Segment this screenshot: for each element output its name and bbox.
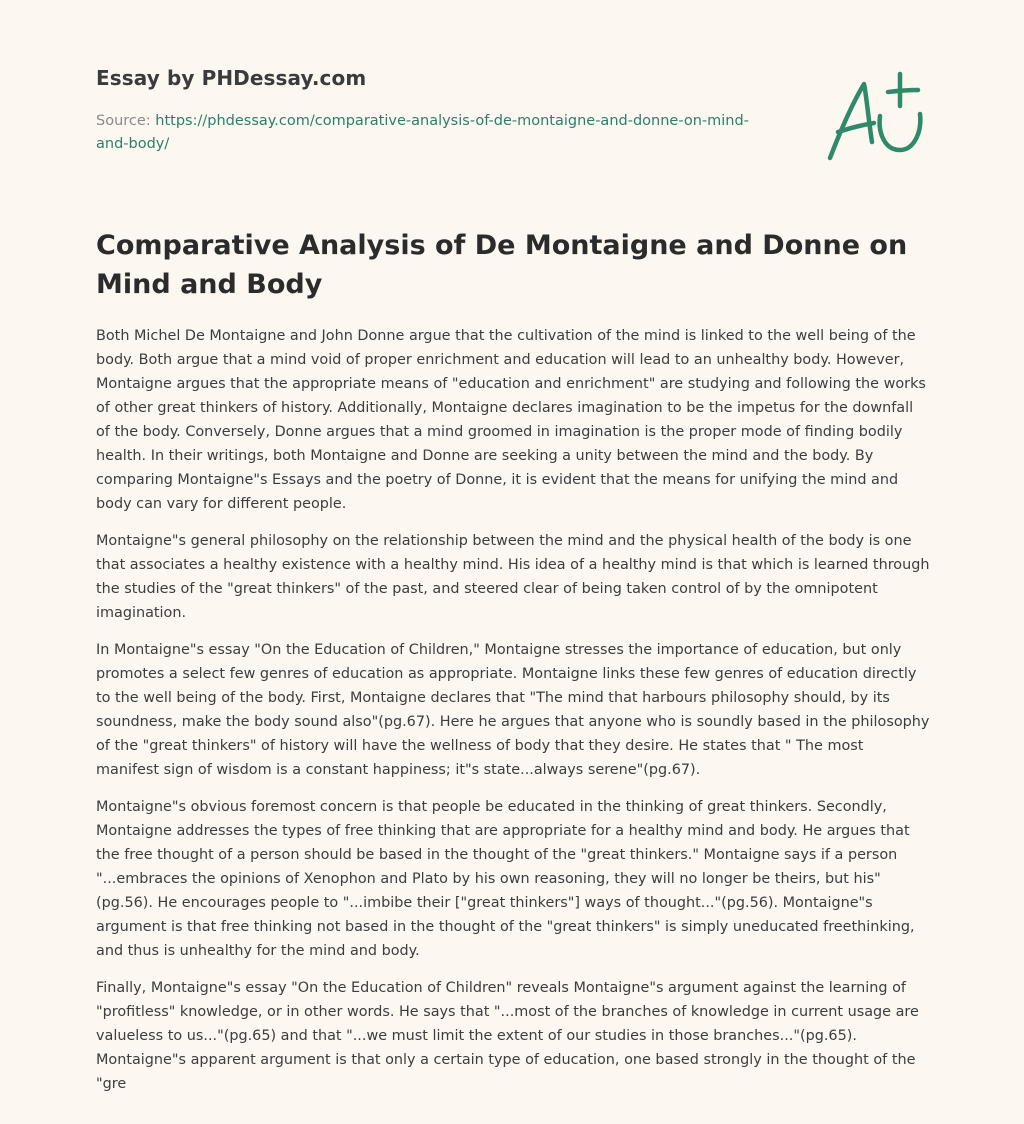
a-plus-grade-logo-icon	[822, 70, 926, 164]
source-label: Source:	[96, 113, 156, 129]
essay-body	[96, 324, 930, 1109]
source-line	[96, 110, 756, 156]
essay-paragraph: Finally, Montaigne"s essay "On the Education of Children" reveals Montaigne"s argument against the learning of "profitless" knowledge, or in other words. He says that "...most of the branches of knowledge in current usage are valueless to us..."(pg.65) and that "...we must limit the extent of our studies in those branches..."(pg.65). Montaigne"s apparent argument is that only a certain type of education, one based strongly in the thought of the "gre	[96, 980, 919, 1092]
essay-paragraph: Montaigne"s general philosophy on the relationship between the mind and the physical health of the body is one that associates a healthy existence with a healthy mind. His idea of a healthy mind is that which is learned through the studies of the "great thinkers" of the past, and steered clear of being taken control of by the omnipotent imagination.	[96, 533, 930, 621]
essay-paragraph: Both Michel De Montaigne and John Donne argue that the cultivation of the mind is linked to the well being of the body. Both argue that a mind void of proper enrichment and education will lead to an unhealthy body. However, Montaigne argues that the appropriate means of "education and enrichment" are studying and following the works of other great thinkers of history. Additionally, Montaigne declares imagination to be the impetus for the downfall of the body. Conversely, Donne argues that a mind groomed in imagination is the proper mode of finding bodily health. In their writings, both Montaigne and Donne are seeking a unity between the mind and the body. By comparing Montaigne"s Essays and the poetry of Donne, it is evident that the means for unifying the mind and body can vary for different people.	[96, 328, 926, 512]
site-brand: Essay by PHDessay.com	[96, 66, 367, 90]
source-link[interactable]: https://phdessay.com/comparative-analysis-of-de-montaigne-and-donne-on-mind-and-body/	[96, 113, 749, 152]
essay-paragraph: Montaigne"s obvious foremost concern is that people be educated in the thinking of great thinkers. Secondly, Montaigne addresses the types of free thinking that are appropriate for a healthy mind and body. He argues that the free thought of a person should be based in the thought of the "great thinkers." Montaigne says if a person "...embraces the opinions of Xenophon and Plato by his own reasoning, they will no longer be theirs, but his"(pg.56). He encourages people to "...imbibe their ["great thinkers"] ways of thought..."(pg.56). Montaigne"s argument is that free thinking not based in the thought of the "great thinkers" is simply uneducated freethinking, and thus is unhealthy for the mind and body.	[96, 799, 915, 959]
essay-title: Comparative Analysis of De Montaigne and Donne on Mind and Body	[96, 230, 908, 300]
essay-paragraph: In Montaigne"s essay "On the Education of Children," Montaigne stresses the importance of education, but only promotes a select few genres of education as appropriate. Montaigne links these few genres of education directly to the well being of the body. First, Montaigne declares that "The mind that harbours philosophy should, by its soundness, make the body sound also"(pg.67). Here he argues that anyone who is soundly based in the philosophy of the "great thinkers" of history will have the wellness of body that they desire. He states that " The most manifest sign of wisdom is a constant happiness; it"s state...always serene"(pg.67).	[96, 642, 930, 778]
